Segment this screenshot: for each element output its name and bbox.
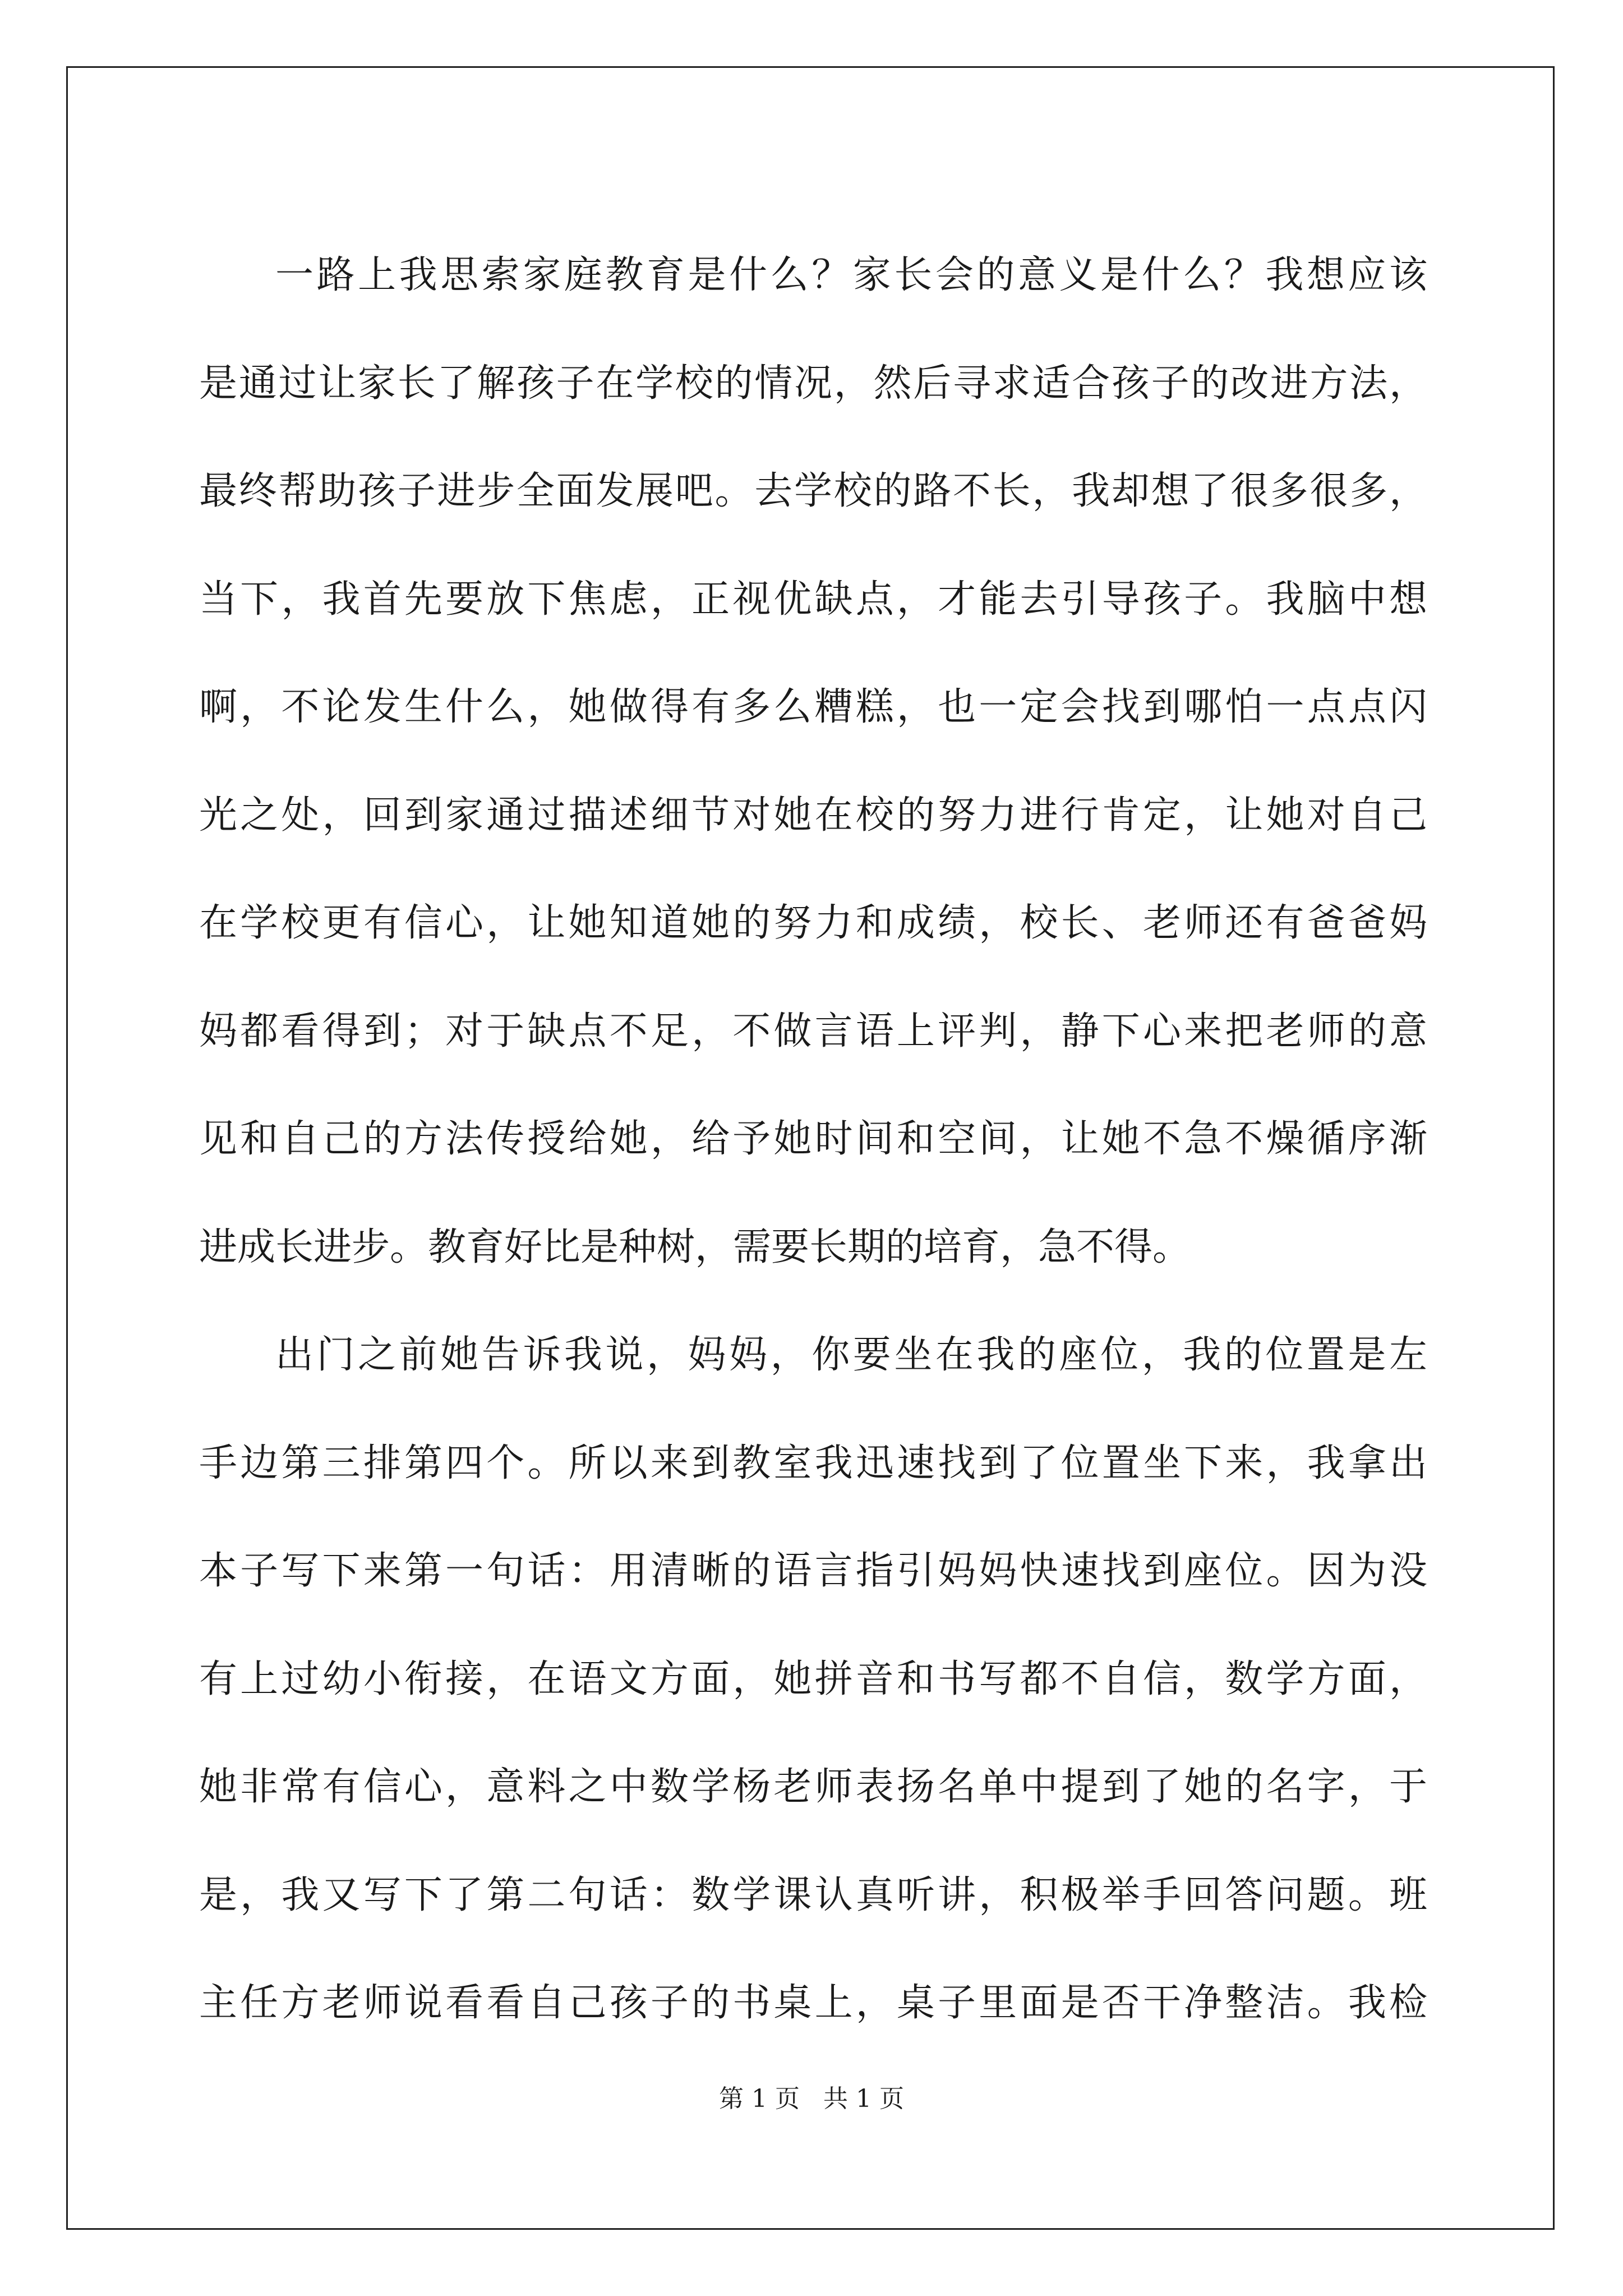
paragraph-1-line-5: 啊，不论发生什么，她做得有多么糟糕，也一定会找到哪怕一点点闪 [199, 685, 1427, 729]
document-body [199, 222, 1427, 2058]
paragraph-1-line-7: 在学校更有信心，让她知道她的努力和成绩，校长、老师还有爸爸妈 [199, 901, 1427, 945]
paragraph-1-line-10: 进成长进步。教育好比是种树，需要长期的培育，急不得。 [199, 1225, 1191, 1269]
paragraph-2-line-3: 本子写下来第一句话：用清晰的语言指引妈妈快速找到座位。因为没 [199, 1549, 1427, 1593]
paragraph-2-line-2: 手边第三排第四个。所以来到教室我迅速找到了位置坐下来，我拿出 [199, 1441, 1427, 1485]
paragraph-1-line-2: 是通过让家长了解孩子在学校的情况，然后寻求适合孩子的改进方法， [199, 361, 1427, 406]
paragraph-1-line-4: 当下，我首先要放下焦虑，正视优缺点，才能去引导孩子。我脑中想 [199, 577, 1427, 622]
paragraph-1-line-9: 见和自己的方法传授给她，给予她时间和空间，让她不急不燥循序渐 [199, 1117, 1427, 1161]
paragraph-1-line-1: 一路上我思索家庭教育是什么？家长会的意义是什么？我想应该 [275, 253, 1427, 297]
paragraph-1-line-8: 妈都看得到；对于缺点不足，不做言语上评判，静下心来把老师的意 [199, 1009, 1427, 1053]
paragraph-1-line-6: 光之处，回到家通过描述细节对她在校的努力进行肯定，让她对自己 [199, 793, 1427, 838]
paragraph-2-line-5: 她非常有信心，意料之中数学杨老师表扬名单中提到了她的名字，于 [199, 1765, 1427, 1809]
paragraph-2-line-6: 是，我又写下了第二句话：数学课认真听讲，积极举手回答问题。班 [199, 1872, 1427, 1917]
paragraph-2-line-7: 主任方老师说看看自己孩子的书桌上，桌子里面是否干净整洁。我检 [199, 1981, 1427, 2025]
page-footer: 第 1 页 共 1 页 [719, 2085, 904, 2113]
paragraph-1-line-3: 最终帮助孩子进步全面发展吧。去学校的路不长，我却想了很多很多， [199, 469, 1427, 513]
paragraph-2-line-1: 出门之前她告诉我说，妈妈，你要坐在我的座位，我的位置是左 [275, 1333, 1427, 1377]
paragraph-2-line-4: 有上过幼小衔接，在语文方面，她拼音和书写都不自信，数学方面， [199, 1657, 1427, 1701]
